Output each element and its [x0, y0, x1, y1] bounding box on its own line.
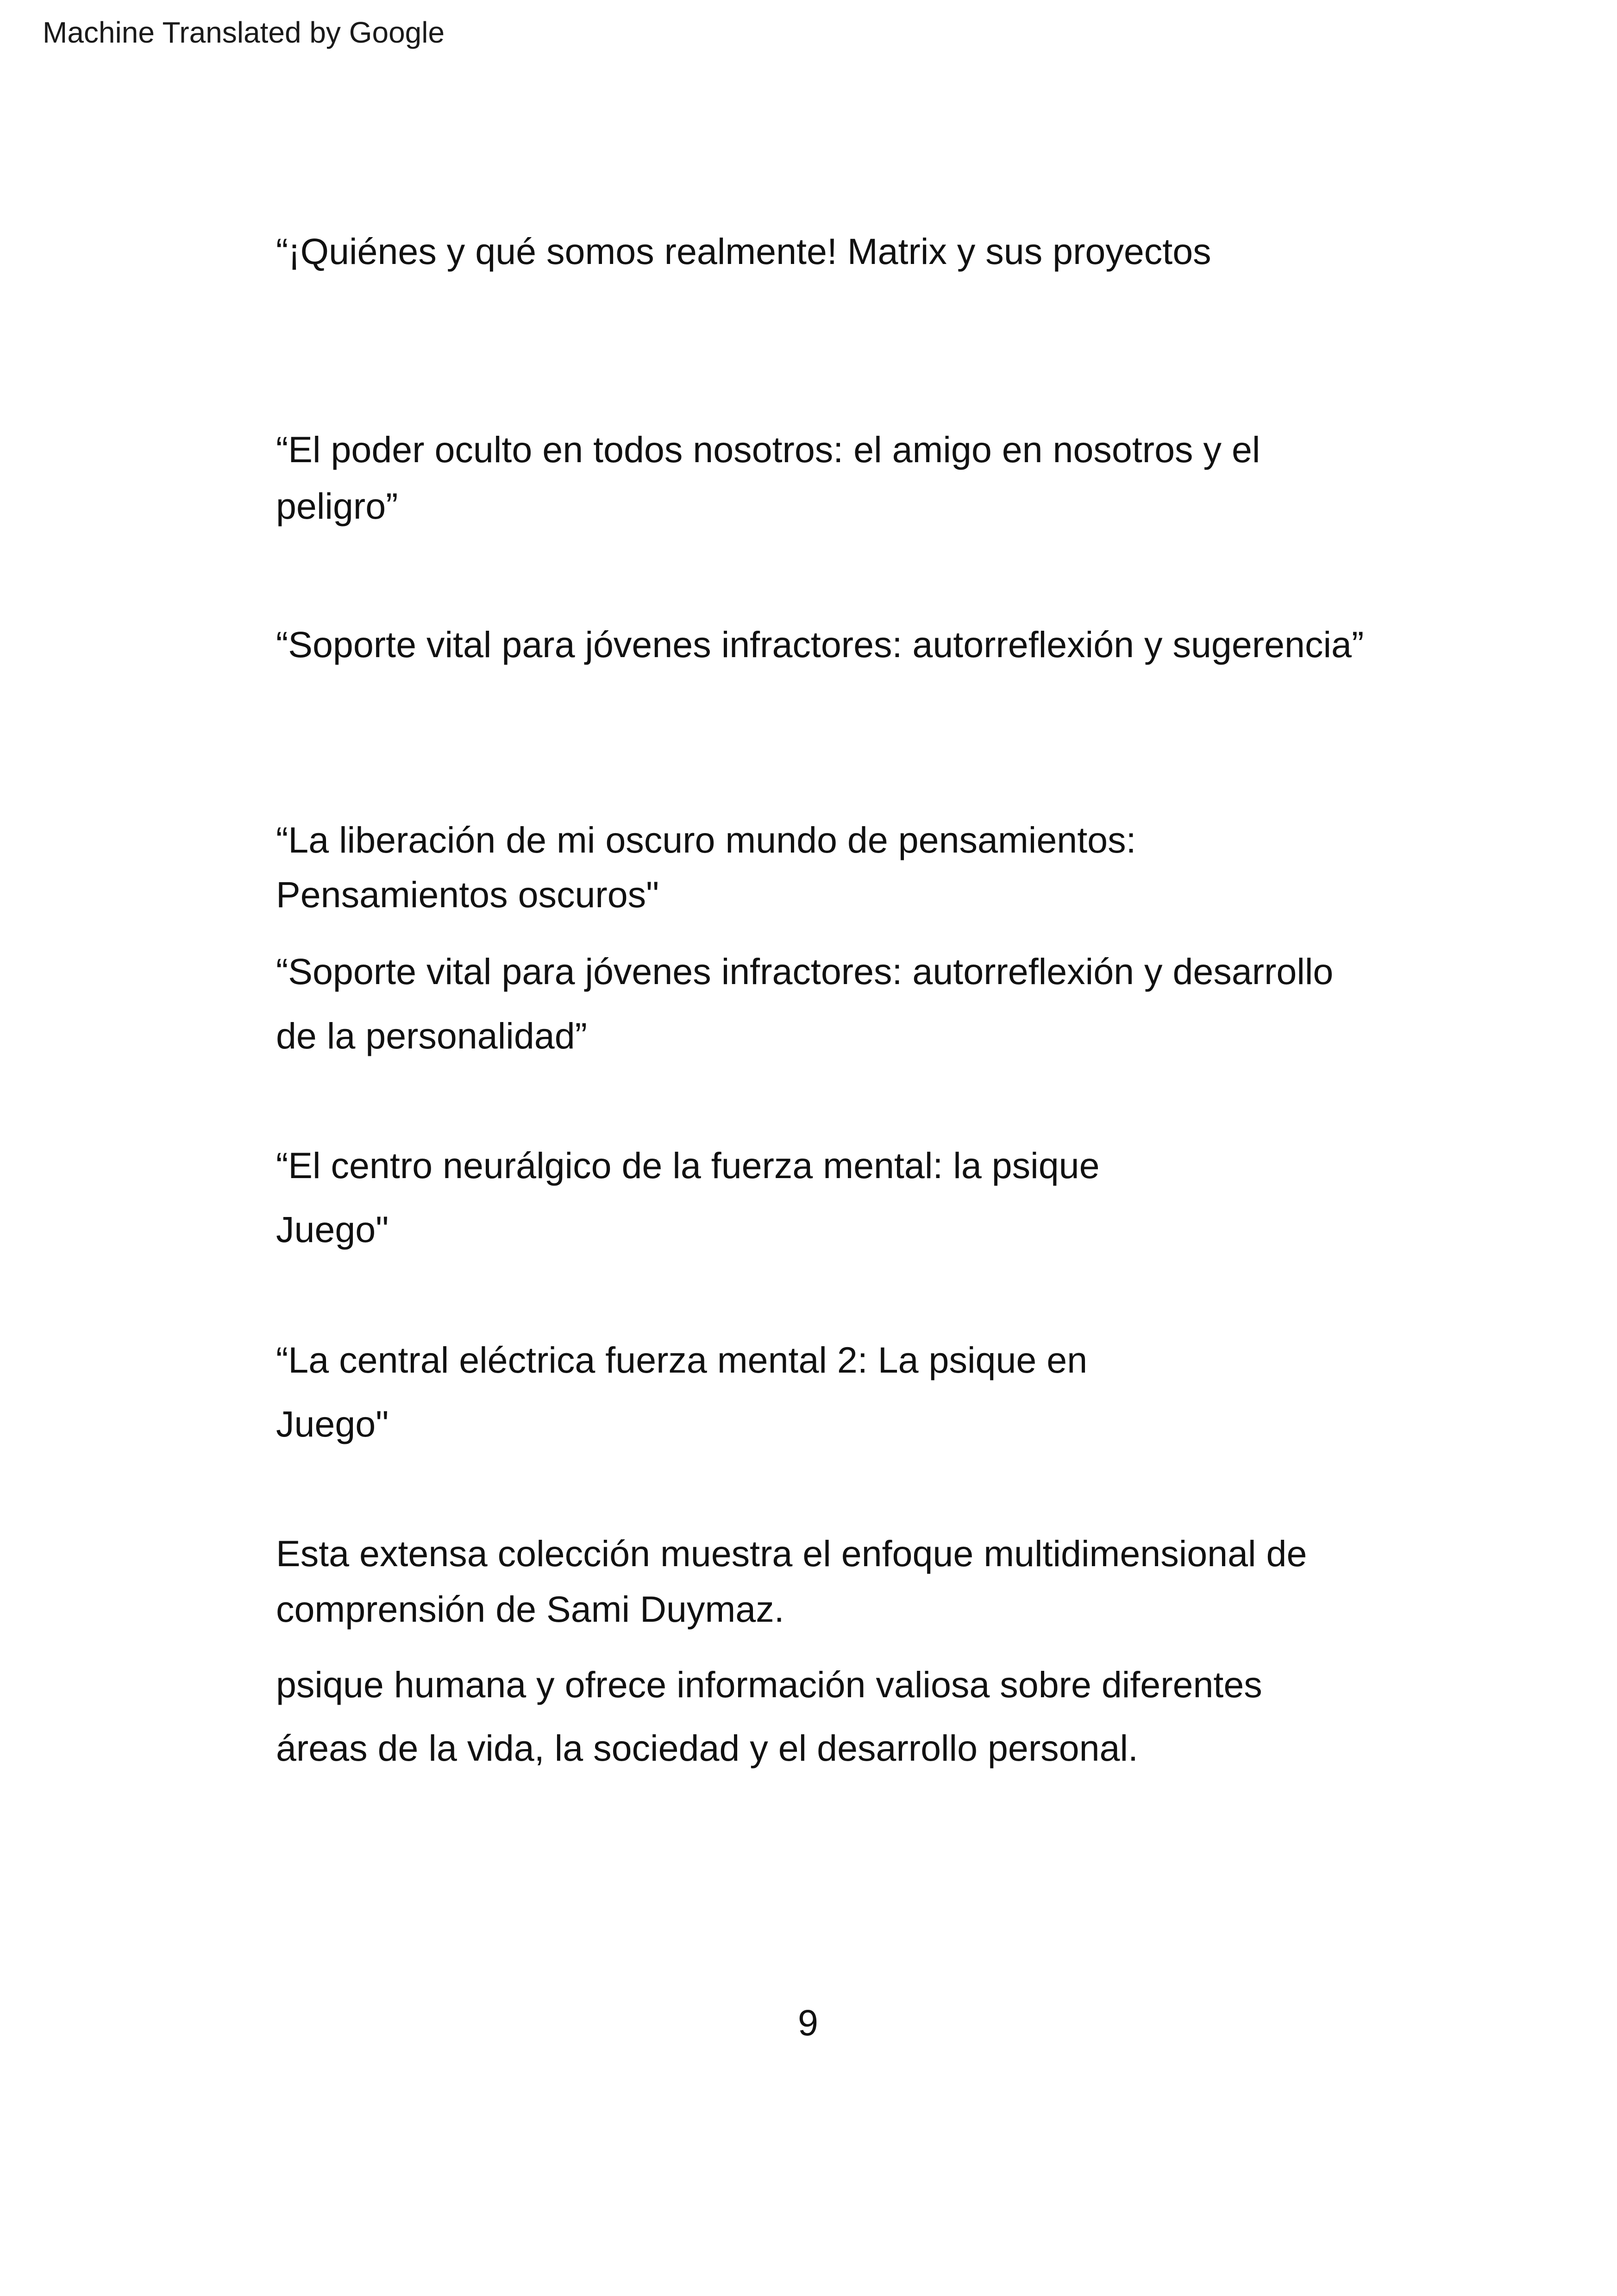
- translation-notice: Machine Translated by Google: [43, 16, 445, 49]
- book-title-5-line-1: “Soporte vital para jóvenes infractores: autorreflexión y desarrollo: [276, 951, 1334, 992]
- book-title-2-line-1: “El poder oculto en todos nosotros: el amigo en nosotros y el: [276, 429, 1260, 470]
- book-title-4-line-1: “La liberación de mi oscuro mundo de pensamientos:: [276, 819, 1136, 860]
- book-title-1: “¡Quiénes y qué somos realmente! Matrix y sus proyectos: [276, 231, 1211, 272]
- book-title-4-line-2: Pensamientos oscuros": [276, 874, 659, 915]
- page-number: 9: [798, 2002, 818, 2043]
- summary-line-3: psique humana y ofrece información valiosa sobre diferentes: [276, 1664, 1262, 1705]
- book-title-7-line-2: Juego": [276, 1403, 389, 1444]
- book-title-6-line-2: Juego": [276, 1209, 389, 1250]
- book-title-2-line-2: peligro”: [276, 485, 398, 527]
- summary-line-4: áreas de la vida, la sociedad y el desarrollo personal.: [276, 1727, 1138, 1769]
- summary-line-1: Esta extensa colección muestra el enfoque multidimensional de: [276, 1533, 1307, 1574]
- book-title-7-line-1: “La central eléctrica fuerza mental 2: La psique en: [276, 1339, 1088, 1380]
- summary-line-2: comprensión de Sami Duymaz.: [276, 1588, 784, 1630]
- book-title-5-line-2: de la personalidad”: [276, 1015, 587, 1056]
- book-title-3: “Soporte vital para jóvenes infractores: autorreflexión y sugerencia”: [276, 624, 1364, 665]
- book-title-6-line-1: “El centro neurálgico de la fuerza mental: la psique: [276, 1145, 1100, 1186]
